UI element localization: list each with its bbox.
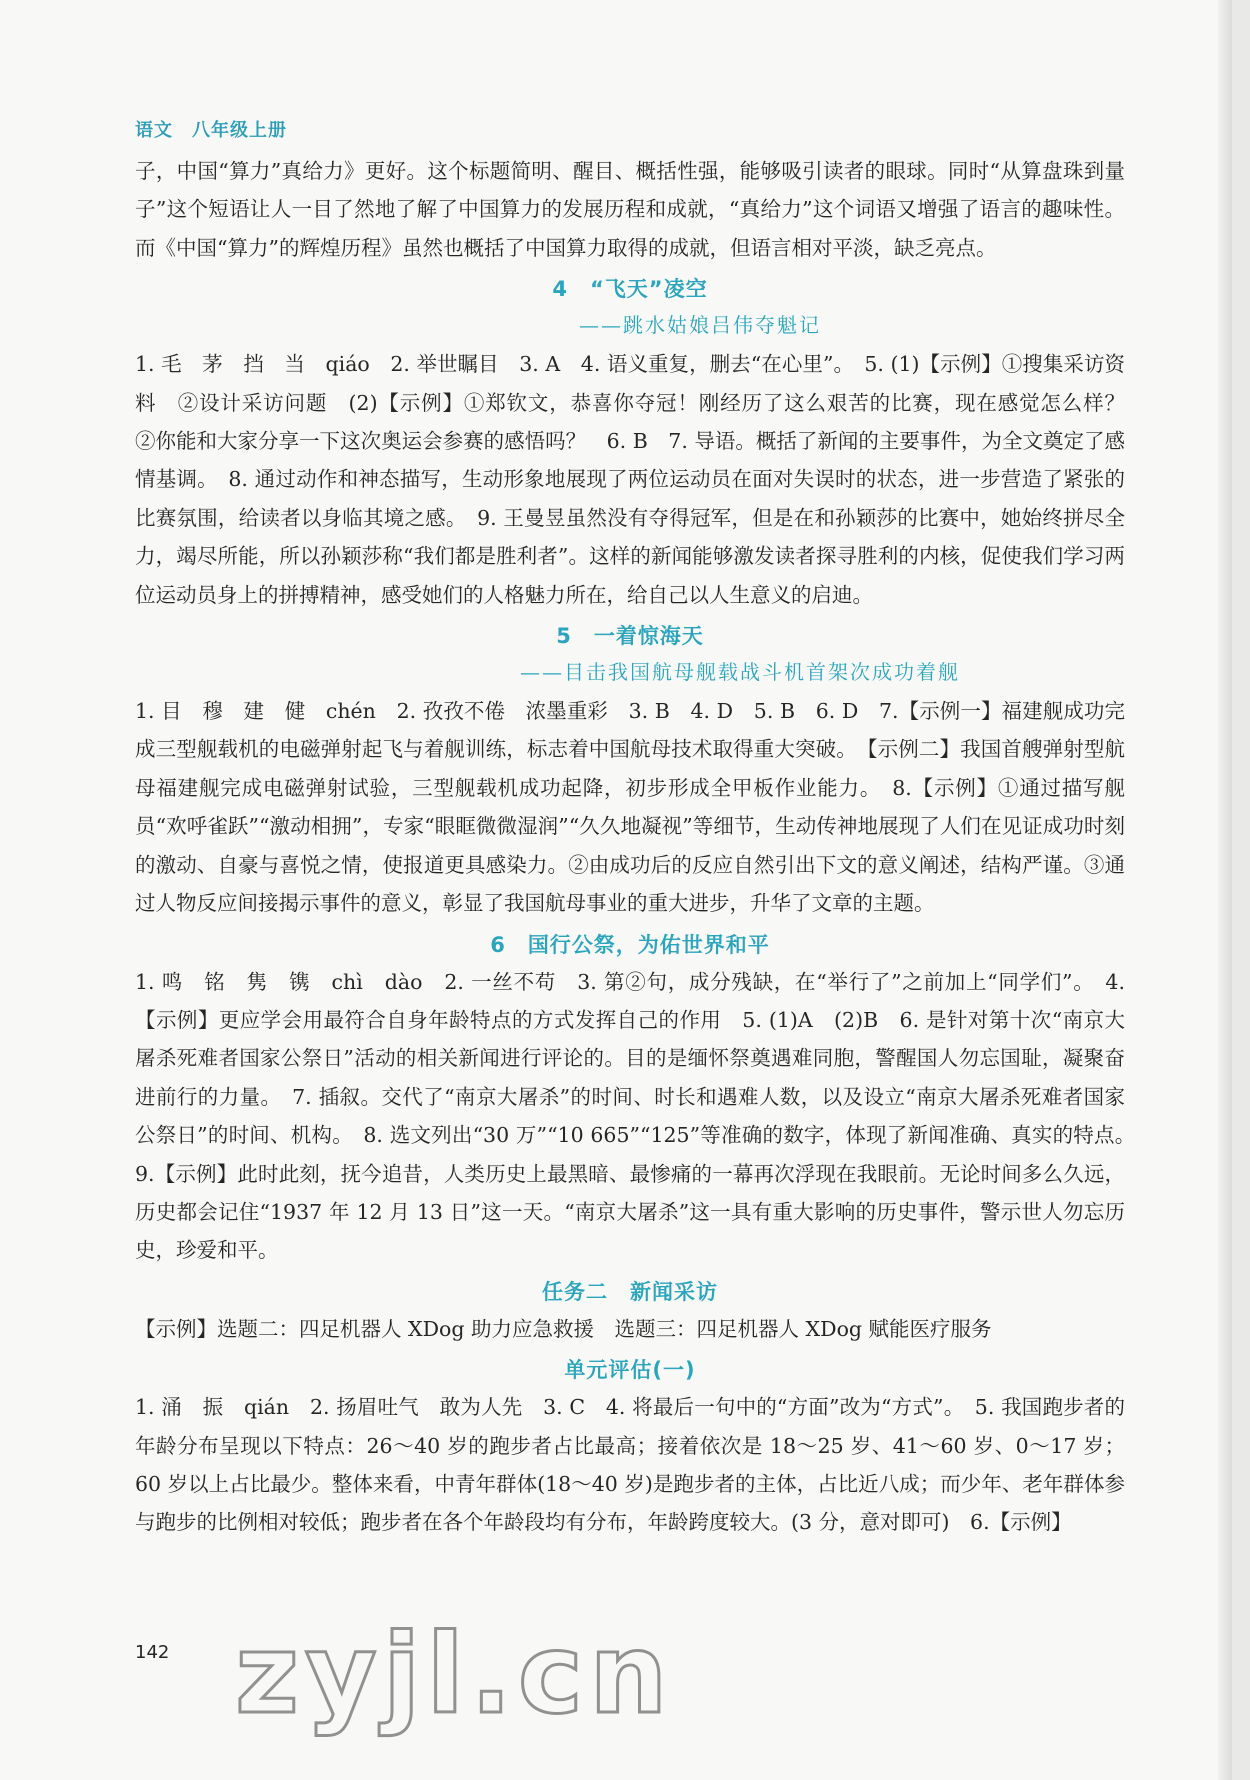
section-answers: 【示例】选题二：四足机器人 XDog 助力应急救援 选题三：四足机器人 XDog 赋能医疗服务 — [135, 1316, 992, 1341]
section-6 — [135, 923, 1146, 1270]
section-answers: 1. 毛 茅 挡 当 qiáo 2. 举世瞩目 3. A 4. 语义重复，删去“在心里”。 5. (1)【示例】①搜集采访资料 ②设计采访问题 (2)【示例】①郑钦文，恭喜你夺冠！刚经历了这么艰苦的比赛，现在感觉怎么样？ ②你能和大家分享一下这次奥运会参赛的感悟吗？ 6. B 7. 导语。概括了新闻的主要事件，为全文奠定了感情基调。 8. 通过动作和神态描写，生动形象地展现了两位运动员在面对失误时的状态，进一步营造了紧张的比赛氛围，给读者以身临其境之感。 9. 王曼昱虽然没有夺得冠军，但是在和孙颖莎的比赛中，她始终拼尽全力，竭尽所能，所以孙颖莎称“我们都是胜利者”。这样的新闻能够激发读者探寻胜利的内核，促使我们学习两位运动员身上的拼搏精神，感受她们的人格魅力所在，给自己以人生意义的启迪。 — [135, 352, 1146, 607]
section-title-text: 任务二 新闻采访 — [542, 1279, 718, 1304]
section-title — [135, 923, 1125, 963]
section-title-text: “飞天”凌空 — [590, 277, 708, 302]
section-title-text: 国行公祭，为佑世界和平 — [527, 932, 770, 957]
section-4 — [135, 267, 1146, 614]
section-task-2 — [135, 1270, 1125, 1348]
section-5 — [135, 614, 1125, 922]
section-answers: 1. 鸣 铭 隽 镌 chì dào 2. 一丝不苟 3. 第②句，成分残缺，在“举行了”之前加上“同学们”。 4.【示例】更应学会用最符合自身年龄特点的方式发挥自己的作用 5. (1)A (2)B 6. 是针对第十次“南京大屠杀死难者国家公祭日”活动的相关新闻进行评论的。目的是缅怀祭奠遇难同胞，警醒国人勿忘国耻，凝聚奋进前行的力量。 7. 插叙。交代了“南京大屠杀”的时间、时长和遇难人数，以及设立“南京大屠杀死难者国家公祭日”的时间、机构。 8. 选文列出“30 万”“10 665”“125”等准确的数字，体现了新闻准确、真实的特点。 9.【示例】此时此刻，抚今追昔，人类历史上最黑暗、最惨痛的一幕再次浮现在我眼前。无论时间多么久远，历史都会记住“1937 年 12 月 13 日”这一天。“南京大屠杀”这一具有重大影响的历史事件，警示世人勿忘历史，珍爱和平。 — [135, 969, 1146, 1263]
page-number: 142 — [135, 1642, 170, 1663]
section-number: 4 — [552, 277, 568, 302]
answer-content — [135, 152, 1146, 1542]
section-title — [135, 267, 1125, 307]
intro-paragraph: 子，中国“算力”真给力》更好。这个标题简明、醒目、概括性强，能够吸引读者的眼球。同时“从算盘珠到量子”这个短语让人一目了然地了解了中国算力的发展历程和成就，“真给力”这个词语又增强了语言的趣味性。而《中国“算力”的辉煌历程》虽然也概括了中国算力取得的成就，但语言相对平淡，缺乏亮点。 — [135, 159, 1125, 260]
section-answers: 1. 目 穆 建 健 chén 2. 孜孜不倦 浓墨重彩 3. B 4. D 5. B 6. D 7.【示例一】福建舰成功完成三型舰载机的电磁弹射起飞与着舰训练，标志着中国航母技术取得重大突破。 【示例二】我国首艘弹射型航母福建舰完成电磁弹射试验，三型舰载机成功起降，初步形成全甲板作业能力。 8.【示例】①通过描写舰员“欢呼雀跃”“激动相拥”，专家“眼眶微微湿润”“久久地凝视”等细节，生动传神地展现了人们在见证成功时刻的激动、自豪与喜悦之情，使报道更具感染力。②由成功后的反应自然引出下文的意义阐述，结构严谨。③通过人物反应间接揭示事件的意义，彰显了我国航母事业的重大进步，升华了文章的主题。 — [135, 699, 1125, 916]
section-title — [135, 1270, 1125, 1310]
book-header: 语文 八年级上册 — [135, 120, 287, 141]
section-subtitle: ——目击我国航母舰载战斗机首架次成功着舰 — [520, 660, 960, 685]
section-title — [135, 1348, 1125, 1388]
watermark-logo: zyjl.cn — [235, 1610, 674, 1738]
section-answers: 1. 涌 振 qián 2. 扬眉吐气 敢为人先 3. C 4. 将最后一句中的“方面”改为“方式”。 5. 我国跑步者的年龄分布呈现以下特点：26～40 岁的跑步者占比最高；接着依次是 18～25 岁、41～60 岁、0～17 岁；60 岁以上占比最少。整体来看，中青年群体(18～40 岁)是跑步者的主体，占比近八成；而少年、老年群体参与跑步的比例相对较低；跑步者在各个年龄段均有分布，年龄跨度较大。(3 分，意对即可) 6.【示例】 — [135, 1395, 1125, 1535]
section-subtitle: ——跳水姑娘吕伟夺魁记 — [579, 313, 821, 338]
section-number: 6 — [490, 932, 506, 957]
section-number: 5 — [556, 624, 572, 649]
section-title-text: 一着惊海天 — [593, 624, 704, 649]
section-title-text: 单元评估(一) — [564, 1358, 696, 1383]
section-unit-assessment — [135, 1348, 1125, 1542]
section-title — [135, 614, 1125, 654]
